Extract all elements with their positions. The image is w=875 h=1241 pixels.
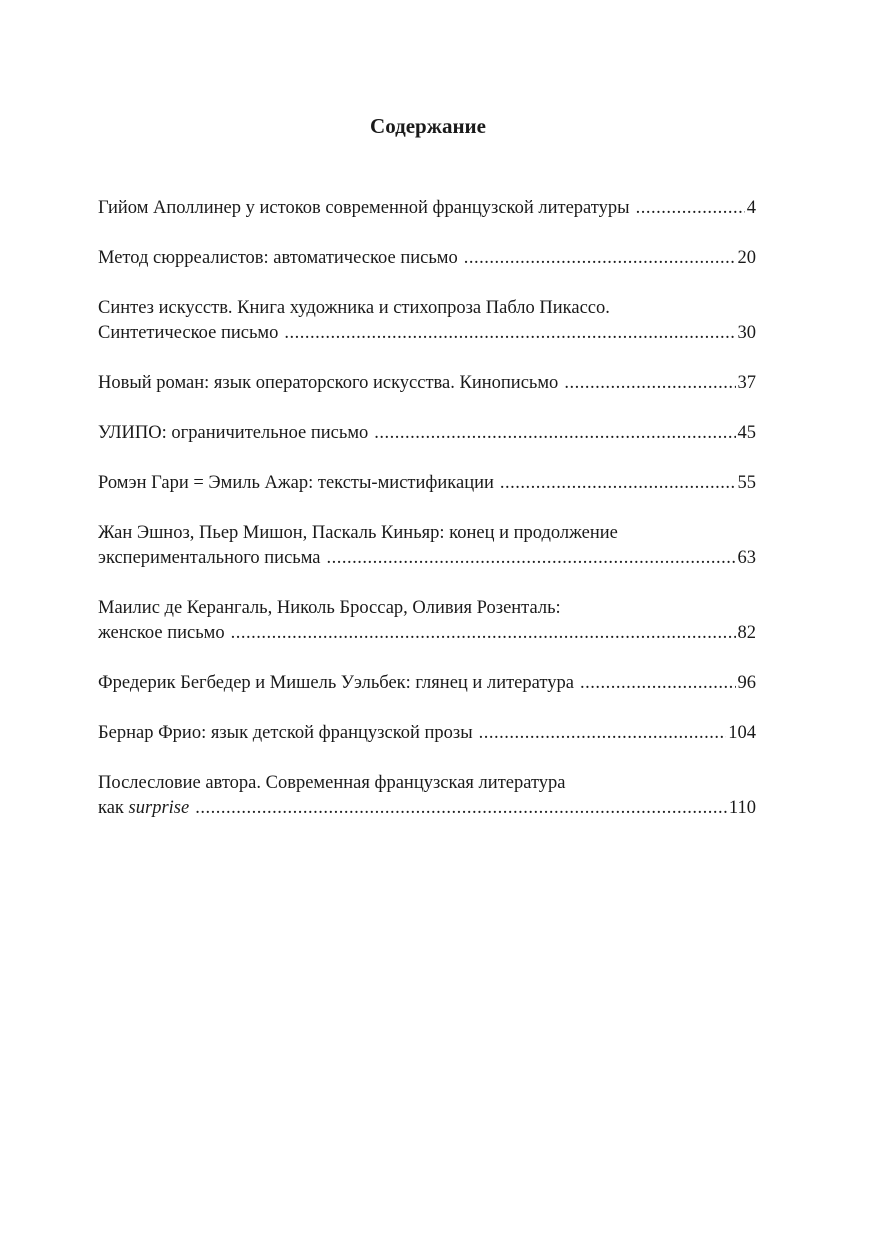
toc-entry (98, 671, 756, 696)
toc-entry-line (98, 196, 756, 221)
toc-entry-line (98, 371, 756, 396)
toc-entry-line (98, 721, 756, 746)
toc-entry-title: Метод сюрреалистов: автоматическое письмо (98, 248, 458, 268)
toc-entry-title: Бернар Фрио: язык детской французской прозы (98, 723, 473, 743)
toc-entry-line (98, 471, 756, 496)
toc-leader-dots (284, 321, 735, 346)
toc-leader-dots (500, 471, 736, 496)
toc-entry-title-cont: Синтетическое письмо (98, 323, 279, 343)
table-of-contents (98, 196, 756, 846)
toc-entry-line (98, 621, 756, 646)
toc-entry (98, 296, 756, 346)
toc-page-number: 37 (737, 373, 756, 393)
toc-page-number: 55 (737, 473, 756, 493)
toc-leader-dots (479, 721, 727, 746)
toc-entry-title-cont: экспериментального письма (98, 548, 321, 568)
toc-entry-title: Жан Эшноз, Пьер Мишон, Паскаль Киньяр: конец и продолжение (98, 523, 618, 543)
toc-entry (98, 521, 756, 571)
toc-entry-title: Новый роман: язык операторского искусства. Кинописьмо (98, 373, 559, 393)
toc-entry (98, 196, 756, 221)
toc-leader-dots (464, 246, 736, 271)
toc-page-number: 82 (737, 623, 756, 643)
toc-leader-dots (580, 671, 736, 696)
toc-leader-dots (231, 621, 736, 646)
toc-entry-title: Фредерик Бегбедер и Мишель Уэльбек: глянец и литература (98, 673, 574, 693)
toc-page-number: 110 (728, 798, 756, 818)
toc-leader-dots (374, 421, 735, 446)
toc-entry-title: Послесловие автора. Современная французская литература (98, 773, 566, 793)
toc-entry-title: Маилис де Керангаль, Николь Броссар, Оливия Розенталь: (98, 598, 561, 618)
toc-entry-title-cont (98, 796, 189, 821)
toc-entry-title-word: как (98, 798, 124, 818)
toc-entry-title-cont: женское письмо (98, 623, 225, 643)
toc-page-number: 96 (737, 673, 756, 693)
toc-leader-dots (564, 371, 735, 396)
toc-entry-title: УЛИПО: ограничительное письмо (98, 423, 369, 443)
toc-entry-title: Ромэн Гари = Эмиль Ажар: тексты-мистификации (98, 473, 494, 493)
toc-entry (98, 596, 756, 646)
toc-entry-line (98, 246, 756, 271)
toc-entry (98, 721, 756, 746)
toc-page-number: 104 (728, 723, 756, 743)
toc-entry (98, 771, 756, 821)
toc-entry-line (98, 321, 756, 346)
toc-entry (98, 371, 756, 396)
toc-entry-line (98, 796, 756, 821)
toc-leader-dots (636, 196, 745, 221)
toc-entry (98, 421, 756, 446)
toc-entry (98, 246, 756, 271)
toc-entry-line (98, 546, 756, 571)
toc-entry-line (98, 671, 756, 696)
toc-page-number: 20 (737, 248, 756, 268)
toc-entry (98, 471, 756, 496)
toc-page-number: 4 (746, 198, 756, 218)
toc-page-number: 63 (737, 548, 756, 568)
toc-entry-line (98, 421, 756, 446)
toc-entry-title: Синтез искусств. Книга художника и стихопроза Пабло Пикассо. (98, 298, 610, 318)
toc-leader-dots (327, 546, 736, 571)
toc-page-number: 30 (737, 323, 756, 343)
toc-entry-title: Гийом Аполлинер у истоков современной французской литературы (98, 198, 630, 218)
toc-page-number: 45 (737, 423, 756, 443)
page-title: Содержание (370, 114, 486, 138)
toc-entry-emphasis: surprise (128, 798, 190, 818)
toc-leader-dots (195, 796, 727, 821)
